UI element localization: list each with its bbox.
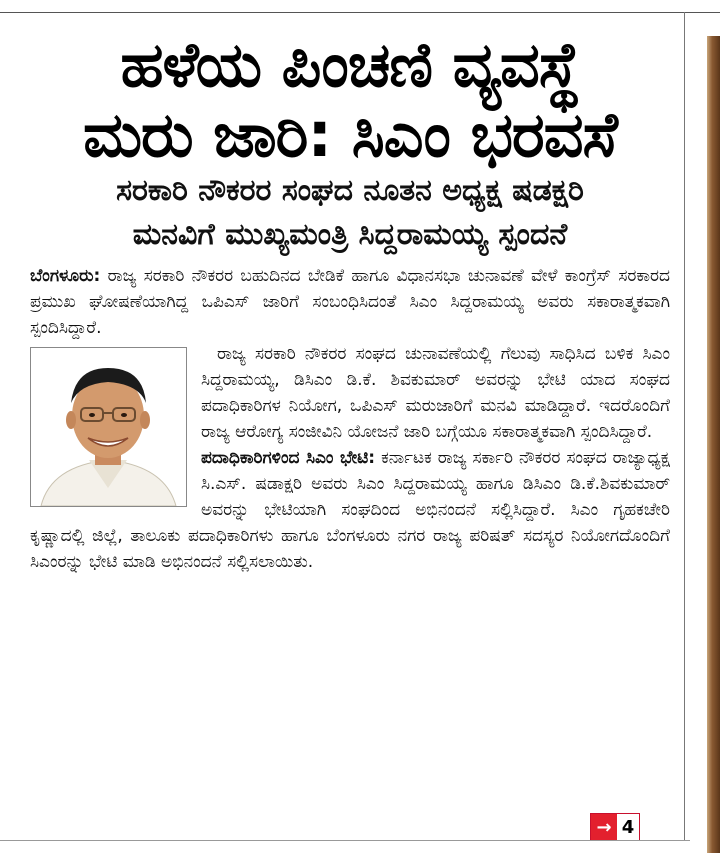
- news-article: [30, 24, 670, 575]
- headline-line-1: ಹಳೆಯ ಪಿಂಚಣಿ ವ್ಯವಸ್ಥೆ: [120, 28, 580, 101]
- continued-on-page-marker[interactable]: [590, 813, 640, 841]
- continued-page-number: 4: [617, 814, 639, 840]
- paragraph-3-subheading: ಪದಾಧಿಕಾರಿಗಳಿಂದ ಸಿಎಂ ಭೇಟಿ:: [201, 448, 376, 468]
- portrait-illustration: [31, 348, 186, 506]
- subheadline-line-1: ಸರಕಾರಿ ನೌಕರರ ಸಂಘದ ನೂತನ ಅಧ್ಯಕ್ಷ ಷಡಕ್ಷರಿ: [116, 173, 584, 208]
- arrow-right-icon: →: [591, 814, 617, 840]
- paragraph-3-text: ಕರ್ನಾಟಕ ರಾಜ್ಯ ಸರ್ಕಾರಿ ನೌಕರರ ಸಂಘದ ರಾಜ್ಯಾಧ್ಯಕ್ಷ ಸಿ.ಎಸ್. ಷಡಾಕ್ಷರಿ ಅವರು ಸಿಎಂ ಸಿದ್ದರಾಮಯ್ಯ ಹಾಗೂ ಡಿಸಿಎಂ ಡಿ.ಕೆ.ಶಿವಕುಮಾರ್ ಅವರನ್ನು ಭೇಟಿಯಾಗಿ ಸಂಘದಿಂದ ಅಭಿನಂದನೆ ಸಲ್ಲಿಸಿದ್ದಾರೆ. ಸಿಎಂ ಗೃಹಕಚೇರಿ ಕೃಷ್ಣಾದಲ್ಲಿ ಜಿಲ್ಲೆ, ತಾಲೂಕು ಪದಾಧಿಕಾರಿಗಳು ಹಾಗೂ ಬೆಂಗಳೂರು ನಗರ ರಾಜ್ಯ ಪರಿಷತ್ ಸದಸ್ಯರ ನಿಯೋಗದೊಂದಿಗೆ ಸಿಎಂರನ್ನು ಭೇಟಿ ಮಾಡಿ ಅಭಿನಂದನೆ ಸಲ್ಲಿಸಲಾಯಿತು.: [30, 448, 670, 572]
- top-rule: [0, 12, 720, 13]
- dateline: ಬೆಂಗಳೂರು:: [30, 266, 101, 286]
- portrait-photo: [30, 347, 187, 507]
- paragraph-2: ರಾಜ್ಯ ಸರಕಾರಿ ನೌಕರರ ಸಂಘದ ಚುನಾವಣೆಯಲ್ಲಿ ಗೆಲುವು ಸಾಧಿಸಿದ ಬಳಿಕ ಸಿಎಂ ಸಿದ್ದರಾಮಯ್ಯ, ಡಿಸಿಎಂ ಡಿ.ಕೆ. ಶಿವಕುಮಾರ್ ಅವರನ್ನು ಭೇಟಿ ಯಾದ ಸಂಘದ ಪದಾಧಿಕಾರಿಗಳ ನಿಯೋಗ, ಒಪಿಎಸ್ ಮರುಜಾರಿಗೆ ಮನವಿ ಮಾಡಿದ್ದಾರೆ. ಇದರೊಂದಿಗೆ ರಾಜ್ಯ ಆರೋಗ್ಯ ಸಂಜೀವಿನಿ ಯೋಜನೆ ಜಾರಿ ಬಗ್ಗೆಯೂ ಸಕಾರಾತ್ಮಕವಾಗಿ ಸ್ಪಂದಿಸಿದ್ದಾರೆ.: [201, 344, 670, 442]
- adjacent-photo-strip: [707, 36, 720, 853]
- subheadline-line-2: ಮನವಿಗೆ ಮುಖ್ಯಮಂತ್ರಿ ಸಿದ್ದರಾಮಯ್ಯ ಸ್ಪಂದನೆ: [132, 216, 568, 252]
- headline-line-2: ಮರು ಜಾರಿ: ಸಿಎಂ ಭರವಸೆ: [83, 98, 617, 171]
- bottom-rule: [0, 840, 690, 841]
- column-rule: [684, 12, 685, 840]
- article-body: [30, 263, 670, 575]
- paragraph-1: [30, 263, 670, 341]
- paragraph-1-text: ರಾಜ್ಯ ಸರಕಾರಿ ನೌಕರರ ಬಹುದಿನದ ಬೇಡಿಕೆ ಹಾಗೂ ವಿಧಾನಸಭಾ ಚುನಾವಣೆ ವೇಳೆ ಕಾಂಗ್ರೆಸ್ ಸರಕಾರದ ಪ್ರಮುಖ ಘೋಷಣೆಯಾಗಿದ್ದ ಒಪಿಎಸ್ ಜಾರಿಗೆ ಸಂಬಂಧಿಸಿದಂತೆ ಸಿಎಂ ಸಿದ್ದರಾಮಯ್ಯ ಅವರು ಸಕಾರಾತ್ಮಕವಾಗಿ ಸ್ಪಂದಿಸಿದ್ದಾರೆ.: [30, 266, 670, 338]
